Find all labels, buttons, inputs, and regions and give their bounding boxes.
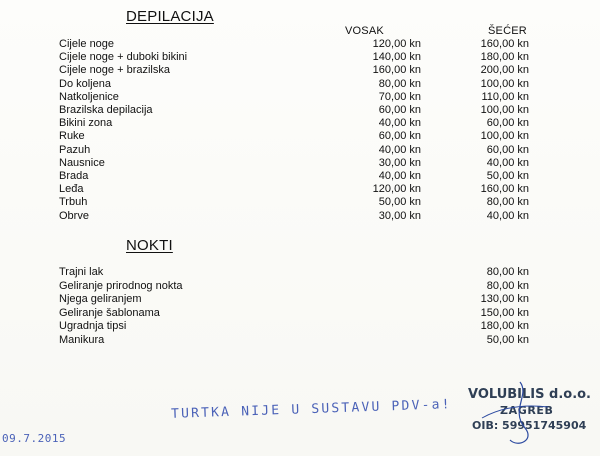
depilacija-row xyxy=(59,78,529,91)
service-name: Leđa xyxy=(59,183,84,196)
stamp-oib: OIB: 59951745904 xyxy=(472,419,587,432)
secer-price: 50,00 kn xyxy=(486,170,529,182)
service-name: Obrve xyxy=(59,209,89,222)
service-name: Trajni lak xyxy=(59,266,104,278)
service-name: Trbuh xyxy=(59,196,88,209)
secer-price: 160,00 kn xyxy=(480,38,529,50)
vosak-price: 120,00 kn xyxy=(372,183,421,196)
depilacija-row xyxy=(59,38,529,51)
secer-price: 80,00 kn xyxy=(486,196,529,209)
depilacija-row xyxy=(59,117,529,130)
depilacija-row xyxy=(59,170,529,183)
vosak-price: 30,00 kn xyxy=(378,156,421,169)
nokti-row xyxy=(59,307,529,320)
secer-price: 110,00 kn xyxy=(481,90,529,103)
secer-price: 100,00 kn xyxy=(480,130,529,143)
vosak-price: 30,00 kn xyxy=(378,209,421,222)
service-name: Njega geliranjem xyxy=(59,293,142,306)
depilacija-row xyxy=(59,196,529,209)
vosak-price: 60,00 kn xyxy=(378,104,421,116)
vosak-price: 40,00 kn xyxy=(378,170,421,182)
service-name: Cijele noge xyxy=(59,38,115,50)
service-price: 80,00 kn xyxy=(486,266,529,278)
depilacija-row xyxy=(59,130,529,143)
depilacija-row xyxy=(59,144,529,157)
secer-price: 100,00 kn xyxy=(480,104,529,116)
service-name: Brazilska depilacija xyxy=(59,104,153,116)
service-name: Cijele noge + brazilska xyxy=(59,64,170,77)
secer-price: 160,00 kn xyxy=(480,183,529,196)
service-name: Natkoljenice xyxy=(59,90,119,103)
vosak-price: 50,00 kn xyxy=(378,196,421,209)
service-price: 150,00 kn xyxy=(480,306,529,319)
service-name: Cijele noge + duboki bikini xyxy=(59,51,188,64)
secer-price: 200,00 kn xyxy=(480,64,529,77)
nokti-row xyxy=(59,334,529,347)
service-name: Geliranje prirodnog nokta xyxy=(59,279,183,292)
service-name: Bikini zona xyxy=(59,117,113,130)
depilacija-row xyxy=(59,210,529,223)
service-price: 80,00 kn xyxy=(486,279,529,292)
service-price: 180,00 kn xyxy=(480,320,529,333)
stamp-city: ZAGREB xyxy=(500,404,554,417)
service-name: Do koljena xyxy=(59,77,111,90)
service-name: Nausnice xyxy=(59,156,105,169)
secer-price: 180,00 kn xyxy=(480,51,529,64)
vosak-price: 80,00 kn xyxy=(378,77,421,90)
depilacija-row xyxy=(59,51,529,64)
nokti-row xyxy=(59,266,529,279)
service-price: 50,00 kn xyxy=(486,334,529,346)
handwritten-vat-note: TURTKA NIJE U SUSTAVU PDV-a! xyxy=(170,397,452,422)
vosak-price: 120,00 kn xyxy=(372,38,421,50)
secer-price: 60,00 kn xyxy=(486,143,529,156)
vosak-price: 140,00 kn xyxy=(372,51,421,64)
secer-price: 100,00 kn xyxy=(480,77,529,90)
handwritten-date: 09.7.2015 xyxy=(2,432,67,445)
service-name: Geliranje šablonama xyxy=(59,306,160,319)
depilacija-row xyxy=(59,104,529,117)
vosak-price: 60,00 kn xyxy=(378,130,421,143)
depilacija-row xyxy=(59,64,529,77)
service-price: 130,00 kn xyxy=(480,293,529,306)
secer-price: 40,00 kn xyxy=(486,209,529,222)
depilacija-row xyxy=(59,91,529,104)
service-name: Ruke xyxy=(59,130,85,143)
service-name: Brada xyxy=(59,170,89,182)
nokti-row xyxy=(59,293,529,306)
secer-column-header: ŠEĆER xyxy=(488,25,527,37)
vosak-column-header: VOSAK xyxy=(345,25,384,37)
depilacija-title: DEPILACIJA xyxy=(126,8,214,25)
secer-price: 40,00 kn xyxy=(486,156,529,169)
nokti-row xyxy=(59,280,529,293)
vosak-price: 70,00 kn xyxy=(378,90,421,103)
service-name: Ugradnja tipsi xyxy=(59,320,127,333)
vosak-price: 160,00 kn xyxy=(372,64,421,77)
vosak-price: 40,00 kn xyxy=(378,117,421,130)
secer-price: 60,00 kn xyxy=(486,117,529,130)
vosak-price: 40,00 kn xyxy=(378,143,421,156)
stamp-company-name: VOLUBILIS d.o.o. xyxy=(468,387,591,402)
service-name: Pazuh xyxy=(59,143,91,156)
nokti-row xyxy=(59,320,529,333)
depilacija-row xyxy=(59,183,529,196)
service-name: Manikura xyxy=(59,334,105,346)
nokti-title: NOKTI xyxy=(126,237,173,254)
depilacija-row xyxy=(59,157,529,170)
